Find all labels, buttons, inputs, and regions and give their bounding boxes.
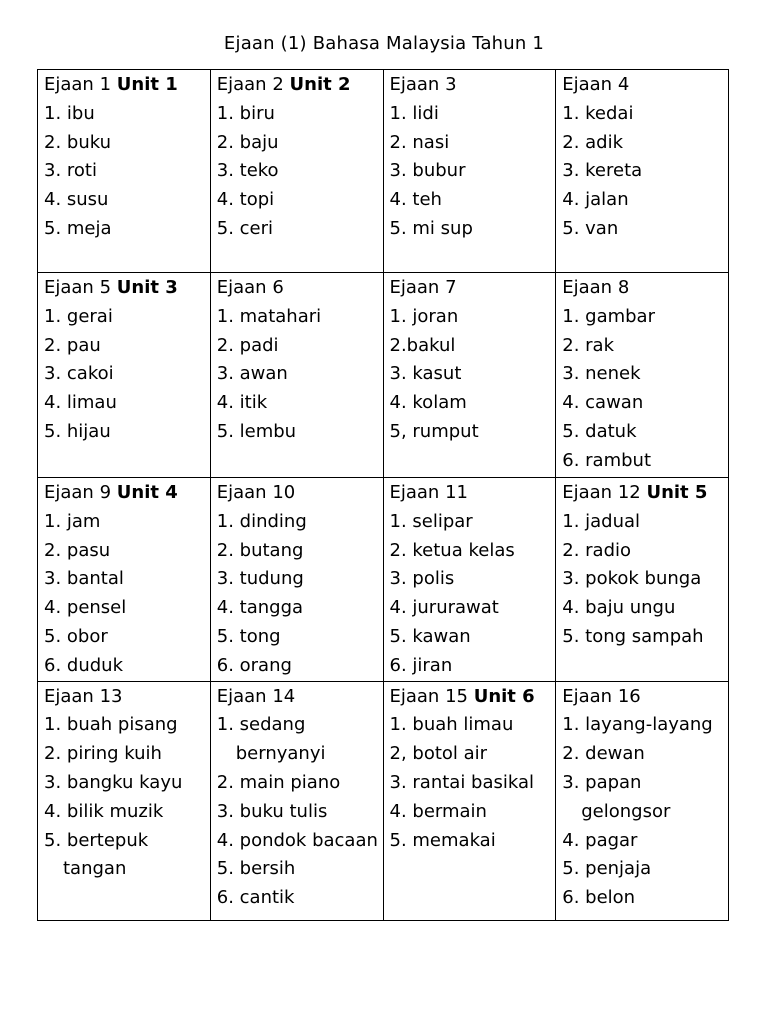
list-item: 3. teko bbox=[216, 160, 279, 182]
unit-label: Unit 4 bbox=[116, 482, 178, 503]
ejaan-label: Ejaan 6 bbox=[216, 277, 284, 298]
list-item: bernyanyi bbox=[235, 743, 326, 765]
list-item: 5. bertepuk bbox=[44, 829, 149, 851]
ejaan-label: Ejaan 4 bbox=[562, 74, 630, 95]
word-list bbox=[217, 711, 383, 913]
ejaan-label: Ejaan 2 bbox=[216, 74, 284, 95]
list-item: 4. pondok bacaan bbox=[216, 829, 378, 851]
word-list bbox=[562, 508, 728, 652]
cell-heading bbox=[44, 479, 210, 508]
list-item: 1. biru bbox=[216, 102, 275, 124]
spelling-cell bbox=[556, 273, 729, 478]
word-list bbox=[390, 100, 556, 244]
list-item: 5. hijau bbox=[44, 420, 111, 442]
ejaan-label: Ejaan 15 bbox=[389, 685, 468, 707]
list-item: 2. radio bbox=[562, 539, 632, 561]
list-item: 2. baju bbox=[216, 131, 279, 153]
list-item: 5. kawan bbox=[389, 625, 471, 647]
list-item: 5. bersih bbox=[216, 858, 296, 880]
list-item: 3. bantal bbox=[44, 568, 124, 590]
list-item: 2. nasi bbox=[389, 131, 450, 153]
spelling-cell bbox=[383, 70, 556, 273]
ejaan-label: Ejaan 16 bbox=[562, 685, 641, 707]
spelling-cell bbox=[556, 681, 729, 920]
list-item: 3. papan bbox=[562, 771, 642, 793]
list-item: 1. joran bbox=[389, 305, 459, 327]
list-item: 2. ketua kelas bbox=[389, 539, 515, 561]
word-list bbox=[562, 711, 728, 913]
list-item: 5. tong sampah bbox=[562, 625, 704, 647]
list-item: 2. padi bbox=[216, 334, 279, 356]
cell-heading bbox=[44, 71, 210, 100]
list-item: 6. rambut bbox=[562, 449, 652, 471]
list-item: 3. kasut bbox=[389, 363, 462, 385]
word-list bbox=[217, 100, 383, 244]
word-list bbox=[390, 508, 556, 681]
spelling-cell bbox=[556, 478, 729, 682]
list-item: 4. pensel bbox=[44, 597, 127, 619]
table-row bbox=[38, 273, 729, 478]
list-item: 5. tong bbox=[216, 625, 281, 647]
list-item: 6. jiran bbox=[389, 654, 453, 676]
list-item: 1. buah pisang bbox=[44, 714, 178, 736]
list-item: 4. bermain bbox=[389, 800, 487, 822]
list-item: 4. limau bbox=[44, 392, 117, 414]
spelling-cell bbox=[383, 681, 556, 920]
list-item: 4. susu bbox=[44, 189, 109, 211]
list-item: 5. obor bbox=[44, 625, 108, 647]
word-list bbox=[390, 303, 556, 447]
document-title: Ejaan (1) Bahasa Malaysia Tahun 1 bbox=[223, 33, 545, 54]
list-item: 5. lembu bbox=[216, 420, 297, 442]
list-item: 3. nenek bbox=[562, 363, 641, 385]
cell-heading bbox=[44, 274, 210, 303]
cell-heading bbox=[390, 479, 556, 508]
list-item: 1. gerai bbox=[44, 305, 113, 327]
ejaan-label: Ejaan 12 bbox=[562, 482, 641, 503]
table-row bbox=[38, 70, 729, 273]
spelling-cell bbox=[210, 70, 383, 273]
cell-heading bbox=[217, 479, 383, 508]
list-item: 6. belon bbox=[562, 887, 636, 909]
table-row bbox=[38, 681, 729, 920]
word-list bbox=[44, 100, 210, 244]
list-item: 4. pagar bbox=[562, 829, 638, 851]
cell-heading bbox=[217, 71, 383, 100]
list-item: 1. ibu bbox=[44, 102, 95, 124]
list-item: 5. penjaja bbox=[562, 858, 652, 880]
list-item: gelongsor bbox=[581, 800, 671, 822]
spelling-cell bbox=[38, 681, 211, 920]
list-item: 3. tudung bbox=[216, 568, 304, 590]
list-item: 1. layang-layang bbox=[562, 714, 713, 736]
list-item: 5. meja bbox=[44, 217, 112, 239]
list-item: 5. memakai bbox=[389, 829, 496, 851]
list-item: 6. duduk bbox=[44, 654, 123, 676]
list-item: 3. rantai basikal bbox=[389, 771, 535, 793]
cell-heading bbox=[562, 683, 728, 712]
cell-heading bbox=[217, 683, 383, 712]
list-item: 2. piring kuih bbox=[44, 743, 162, 765]
cell-heading bbox=[217, 274, 383, 303]
list-item: 6. cantik bbox=[216, 887, 295, 909]
list-item: 2.bakul bbox=[389, 334, 456, 356]
cell-heading bbox=[562, 71, 728, 100]
ejaan-label: Ejaan 5 bbox=[44, 277, 112, 298]
ejaan-label: Ejaan 8 bbox=[562, 277, 630, 298]
list-item: 4. jururawat bbox=[389, 597, 499, 619]
unit-label: Unit 5 bbox=[646, 482, 708, 503]
list-item: 5, rumput bbox=[389, 420, 479, 442]
list-item: 5. mi sup bbox=[389, 217, 473, 239]
list-item: 5. ceri bbox=[216, 217, 274, 239]
list-item: 2, botol air bbox=[389, 743, 488, 765]
unit-label: Unit 3 bbox=[116, 277, 178, 298]
list-item: 1. matahari bbox=[216, 305, 322, 327]
list-item: 3. bubur bbox=[389, 160, 466, 182]
spelling-cell bbox=[210, 681, 383, 920]
cell-heading bbox=[390, 71, 556, 100]
list-item: 1. dinding bbox=[216, 510, 307, 532]
table-row bbox=[38, 478, 729, 682]
list-item: 3. cakoi bbox=[44, 363, 114, 385]
list-item: 4. bilik muzik bbox=[44, 800, 164, 822]
spelling-cell bbox=[38, 70, 211, 273]
list-item: 4. kolam bbox=[389, 392, 467, 414]
list-item: 6. orang bbox=[216, 654, 292, 676]
unit-label: Unit 6 bbox=[473, 685, 535, 707]
cell-heading bbox=[390, 683, 556, 712]
ejaan-label: Ejaan 14 bbox=[216, 685, 296, 707]
word-list bbox=[44, 508, 210, 681]
spelling-cell bbox=[383, 478, 556, 682]
list-item: 1. kedai bbox=[562, 102, 634, 124]
cell-heading bbox=[390, 274, 556, 303]
list-item: 2. dewan bbox=[562, 743, 645, 765]
list-item: 1. selipar bbox=[389, 510, 473, 532]
list-item: 1. jam bbox=[44, 510, 101, 532]
word-list bbox=[562, 303, 728, 476]
list-item: 3. buku tulis bbox=[216, 800, 328, 822]
list-item: 1. buah limau bbox=[389, 714, 514, 736]
list-item: 4. tangga bbox=[216, 597, 304, 619]
list-item: 2. pau bbox=[44, 334, 101, 356]
spelling-cell bbox=[38, 273, 211, 478]
cell-heading bbox=[562, 274, 728, 303]
list-item: 1. lidi bbox=[389, 102, 439, 124]
list-item: 4. topi bbox=[216, 189, 275, 211]
spelling-cell bbox=[383, 273, 556, 478]
list-item: 4. baju ungu bbox=[562, 597, 676, 619]
list-item: 4. teh bbox=[389, 189, 442, 211]
list-item: 2. butang bbox=[216, 539, 304, 561]
list-item: 3. roti bbox=[44, 160, 97, 182]
list-item: 3. awan bbox=[216, 363, 288, 385]
ejaan-label: Ejaan 1 bbox=[44, 74, 112, 95]
list-item: 3. kereta bbox=[562, 160, 643, 182]
word-list bbox=[217, 303, 383, 447]
spelling-cell bbox=[210, 273, 383, 478]
list-item: 1. jadual bbox=[562, 510, 641, 532]
list-item: tangan bbox=[63, 858, 127, 880]
list-item: 3. bangku kayu bbox=[44, 771, 183, 793]
list-item: 4. itik bbox=[216, 392, 268, 414]
list-item: 1. gambar bbox=[562, 305, 655, 327]
ejaan-label: Ejaan 7 bbox=[389, 277, 457, 298]
list-item: 2. main piano bbox=[216, 771, 341, 793]
list-item: 3. pokok bunga bbox=[562, 568, 702, 590]
list-item: 2. buku bbox=[44, 131, 112, 153]
ejaan-label: Ejaan 9 bbox=[44, 482, 112, 503]
word-list bbox=[44, 303, 210, 447]
ejaan-label: Ejaan 11 bbox=[389, 482, 468, 503]
word-list bbox=[44, 711, 210, 884]
list-item: 2. rak bbox=[562, 334, 614, 356]
spelling-table bbox=[37, 69, 729, 921]
list-item: 4. jalan bbox=[562, 189, 629, 211]
word-list bbox=[562, 100, 728, 244]
unit-label: Unit 2 bbox=[289, 74, 351, 95]
list-item: 5. datuk bbox=[562, 420, 637, 442]
cell-heading bbox=[562, 479, 728, 508]
list-item: 4. cawan bbox=[562, 392, 644, 414]
unit-label: Unit 1 bbox=[116, 74, 178, 95]
list-item: 2. adik bbox=[562, 131, 624, 153]
list-item: 3. polis bbox=[389, 568, 455, 590]
spelling-cell bbox=[38, 478, 211, 682]
ejaan-label: Ejaan 13 bbox=[44, 685, 123, 707]
word-list bbox=[390, 711, 556, 855]
list-item: 5. van bbox=[562, 217, 619, 239]
spelling-cell bbox=[556, 70, 729, 273]
ejaan-label: Ejaan 3 bbox=[389, 74, 457, 95]
spelling-cell bbox=[210, 478, 383, 682]
ejaan-label: Ejaan 10 bbox=[216, 482, 296, 503]
word-list bbox=[217, 508, 383, 681]
cell-heading bbox=[44, 683, 210, 712]
list-item: 1. sedang bbox=[216, 714, 306, 736]
list-item: 2. pasu bbox=[44, 539, 111, 561]
